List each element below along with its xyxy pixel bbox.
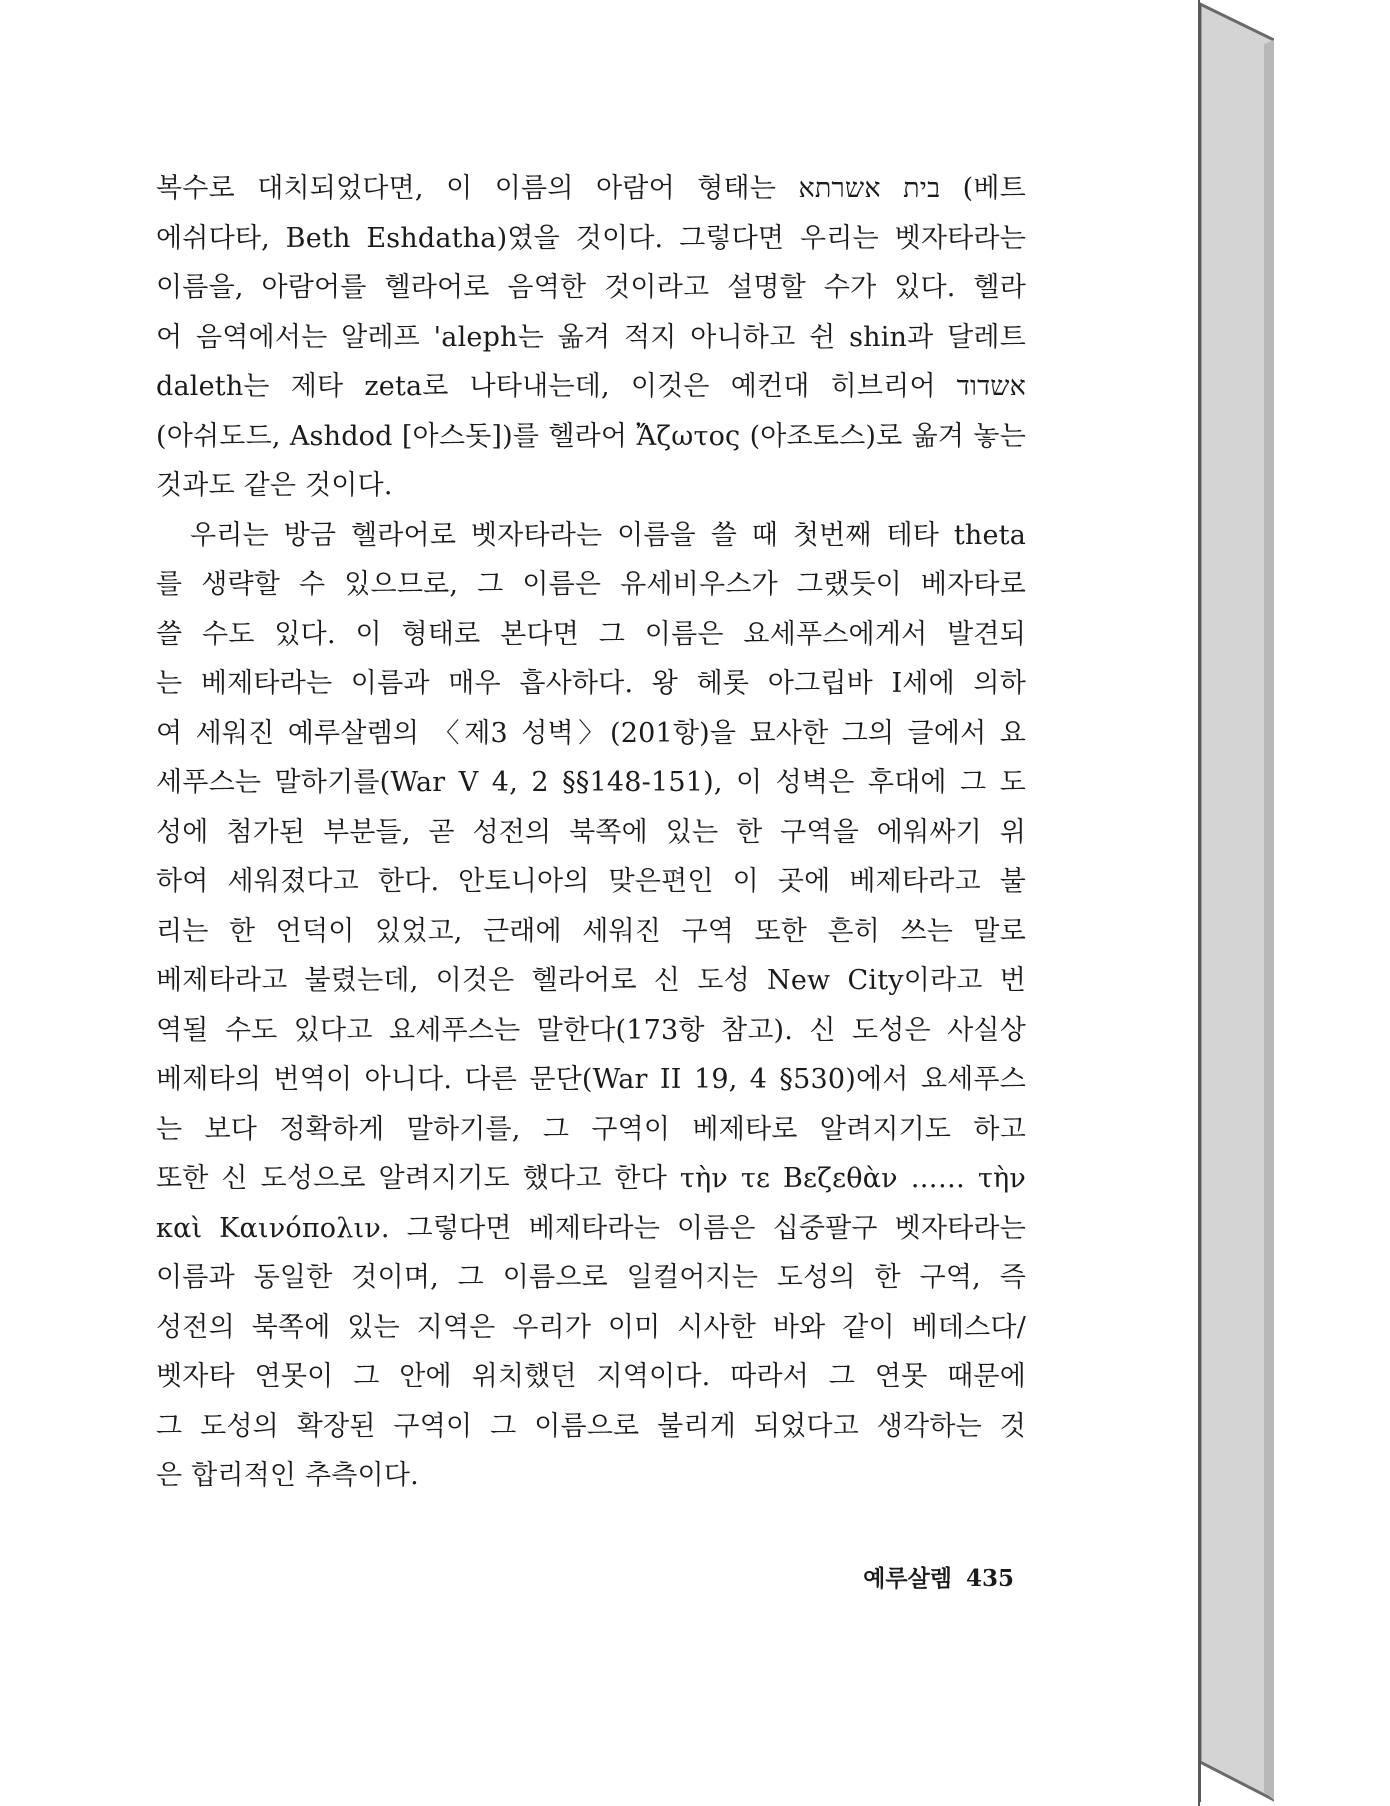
text-line: 이름을, 아람어를 헬라어로 음역한 것이라고 설명할 수가 있다. 헬라 — [156, 272, 1026, 303]
text-line: 는 베제타라는 이름과 매우 흡사하다. 왕 헤롯 아그립바 I세에 의하 — [156, 668, 1026, 699]
text-line: 베제타의 번역이 아니다. 다른 문단(War II 19, 4 §530)에서 요세푸스 — [156, 1064, 1026, 1095]
text-line: καὶ Καινόπολιν. 그렇다면 베제타라는 이름은 십중팔구 벳자타라는 — [156, 1212, 1026, 1244]
running-head: 예루살렘 — [863, 1566, 952, 1592]
text-line: 성에 첨가된 부분들, 곧 성전의 북쪽에 있는 한 구역을 에워싸기 위 — [156, 816, 1026, 848]
text-line: (아쉬도드, Ashdod [아스돗])를 헬라어 Ἄζωτος (아조토스)로 옮겨 놓는 — [156, 420, 1026, 452]
text-line: 리는 한 언덕이 있었고, 근래에 세워진 구역 또한 흔히 쓰는 말로 — [156, 915, 1026, 947]
text-line: 쓸 수도 있다. 이 형태로 본다면 그 이름은 요세푸스에게서 발견되 — [156, 618, 1026, 650]
text-line: 어 음역에서는 알레프 'aleph는 옮겨 적지 아니하고 쉰 shin과 달레트 — [156, 321, 1026, 353]
text-line: 복수로 대치되었다면, 이 이름의 아람어 형태는 בית אשרתא (베트 — [156, 173, 1026, 204]
text-line: 이름과 동일한 것이며, 그 이름으로 일컬어지는 도성의 한 구역, 즉 — [156, 1262, 1026, 1293]
text-line: 역될 수도 있다고 요세푸스는 말한다(173항 참고). 신 도성은 사실상 — [156, 1014, 1026, 1046]
text-line: 하여 세워졌다고 한다. 안토니아의 맞은편인 이 곳에 베제타라고 불 — [156, 866, 1026, 897]
text-line: 벳자타 연못이 그 안에 위치했던 지역이다. 따라서 그 연못 때문에 — [156, 1361, 1026, 1392]
text-line: 세푸스는 말하기를(War V 4, 2 §§148-151), 이 성벽은 후대에 그 도 — [156, 767, 1026, 798]
text-line: 를 생략할 수 있으므로, 그 이름은 유세비우스가 그랬듯이 베자타로 — [156, 569, 1026, 600]
page-number: 435 — [965, 1565, 1014, 1592]
text-line: 베제타라고 불렸는데, 이것은 헬라어로 신 도성 New City이라고 번 — [156, 965, 1026, 996]
text-line: daleth는 제타 zeta로 나타내는데, 이것은 예컨대 히브리어 אשדוד — [156, 371, 1026, 402]
text-line: 은 합리적인 추측이다. — [156, 1460, 419, 1491]
text-line: 우리는 방금 헬라어로 벳자타라는 이름을 쓸 때 첫번째 테타 theta — [190, 519, 1026, 551]
text-line: 성전의 북쪽에 있는 지역은 우리가 이미 시사한 바와 같이 베데스다/ — [156, 1311, 1026, 1343]
text-line: 여 세워진 예루살렘의 〈제3 성벽〉(201항)을 묘사한 그의 글에서 요 — [156, 717, 1026, 749]
body-text — [156, 164, 1026, 1501]
text-line: 그 도성의 확장된 구역이 그 이름으로 불리게 되었다고 생각하는 것 — [156, 1410, 1026, 1442]
text-line: 에쉬다타, Beth Eshdatha)였을 것이다. 그렇다면 우리는 벳자타라는 — [156, 222, 1026, 254]
text-line: 는 보다 정확하게 말하기를, 그 구역이 베제타로 알려지기도 하고 — [156, 1113, 1026, 1145]
text-line: 또한 신 도성으로 알려지기도 했다고 한다 τὴν τε Βεζεθὰν …… τὴν — [156, 1163, 1026, 1194]
text-line: 것과도 같은 것이다. — [156, 470, 393, 501]
page-footer — [156, 1560, 1014, 1593]
